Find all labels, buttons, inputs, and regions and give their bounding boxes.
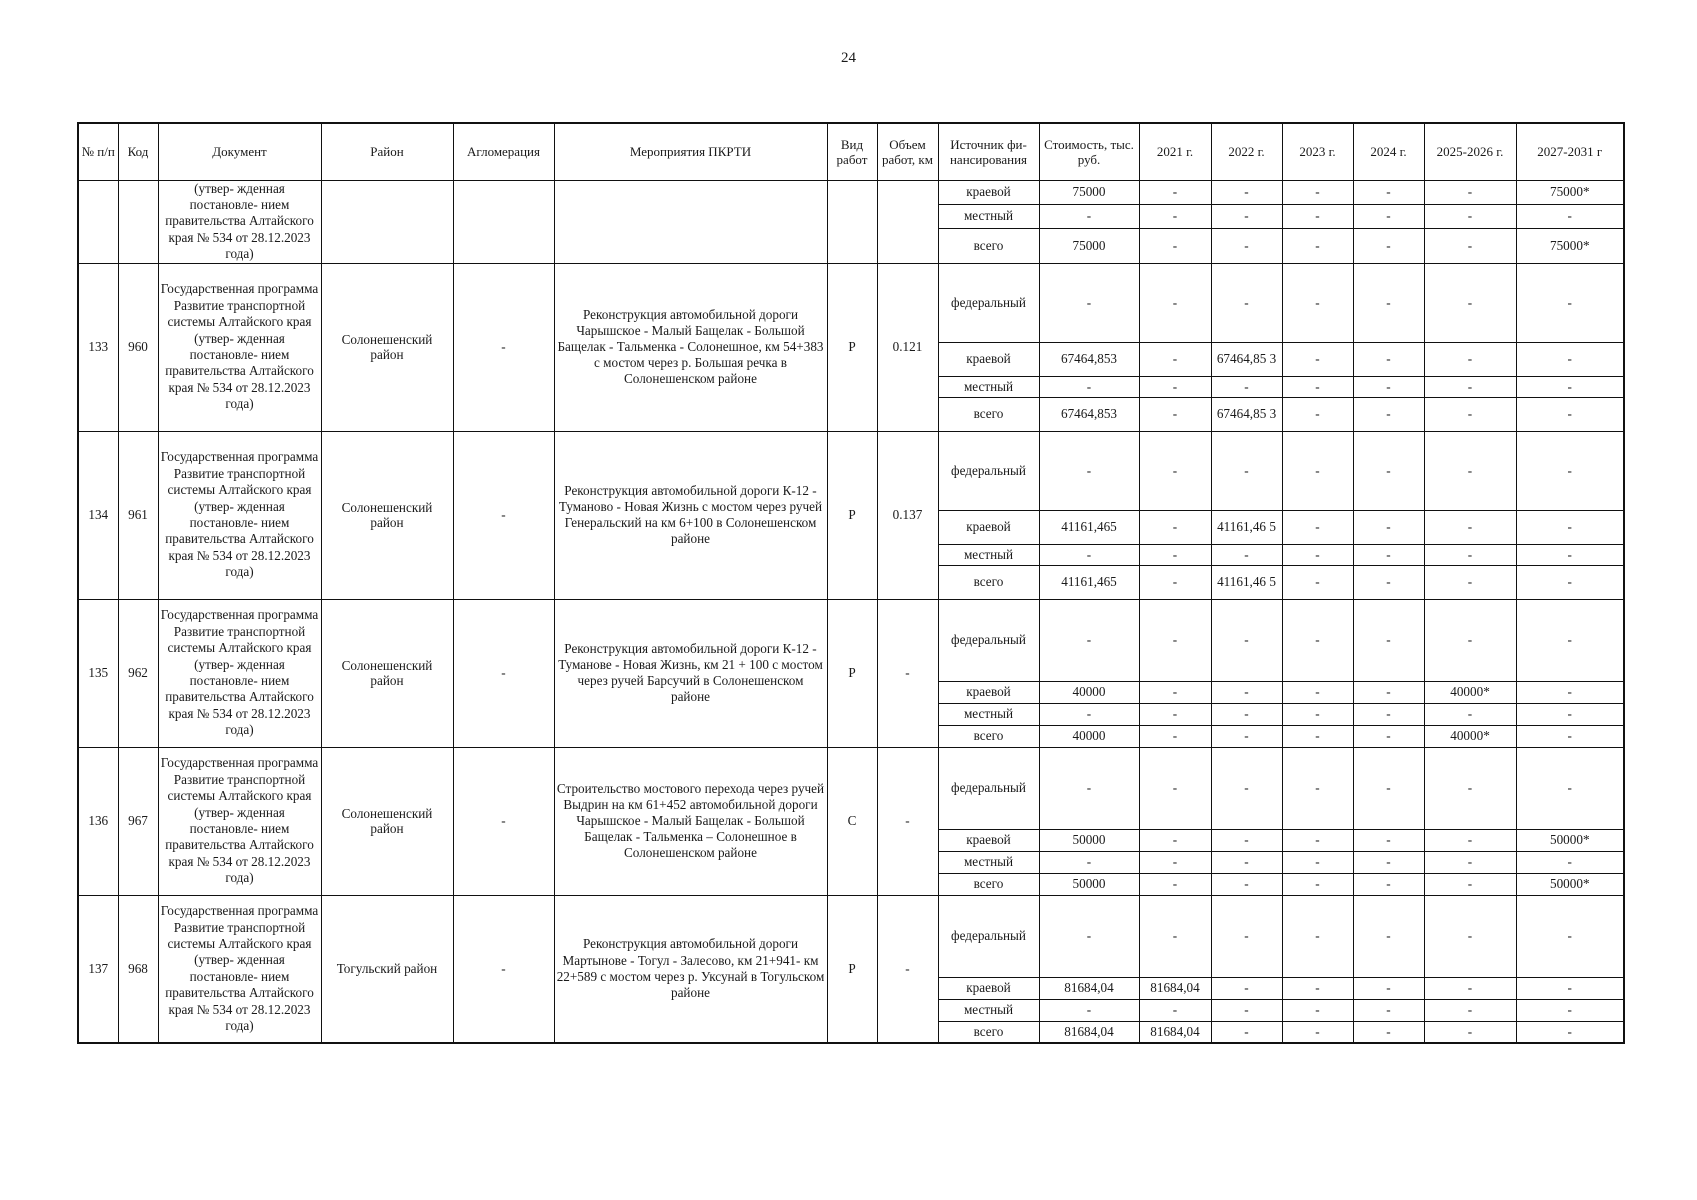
cell-2022: - (1211, 747, 1282, 829)
cell-2025-2026: 40000* (1424, 681, 1516, 703)
cell-2025-2026: - (1424, 895, 1516, 977)
cell-2024: - (1353, 725, 1424, 747)
cell-2021: - (1139, 681, 1211, 703)
header-years-2025-2026: 2025-2026 г. (1424, 123, 1516, 180)
cell-2025-2026: 40000* (1424, 725, 1516, 747)
cell-2021: 81684,04 (1139, 977, 1211, 999)
cell-cost: - (1039, 999, 1139, 1021)
cell-2024: - (1353, 431, 1424, 510)
cell-2024: - (1353, 895, 1424, 977)
cell-2027-2031: - (1516, 431, 1624, 510)
cell-2027-2031: - (1516, 703, 1624, 725)
cell-2025-2026: - (1424, 376, 1516, 397)
cell-2023: - (1282, 599, 1353, 681)
cell-cost: 67464,853 (1039, 342, 1139, 376)
work-type-cell (827, 180, 877, 263)
header-code: Код (118, 123, 158, 180)
cell-2022: - (1211, 977, 1282, 999)
funding-source-cell: федеральный (938, 599, 1039, 681)
funding-source-cell: местный (938, 376, 1039, 397)
cell-2022: - (1211, 999, 1282, 1021)
cell-2023: - (1282, 376, 1353, 397)
cell-2021: - (1139, 342, 1211, 376)
cell-2023: - (1282, 829, 1353, 851)
work-type-cell: Р (827, 263, 877, 431)
cell-2021: - (1139, 703, 1211, 725)
table-row (78, 747, 1624, 829)
number-cell: 135 (78, 599, 118, 747)
header-funding-source: Источник фи- нансирования (938, 123, 1039, 180)
cell-2023: - (1282, 180, 1353, 204)
activity-cell: Строительство мостового перехода через ручей Выдрин на км 61+452 автомобильной дороги Чарышское - Малый Бащелак - Большой Бащелак - Тальменка – Солонешное в Солонешенском районе (554, 747, 827, 895)
agglomeration-cell: - (453, 263, 554, 431)
cell-2023: - (1282, 1021, 1353, 1043)
cell-cost: 50000 (1039, 873, 1139, 895)
cell-2021: - (1139, 431, 1211, 510)
cell-2024: - (1353, 263, 1424, 342)
district-cell: Солонешенский район (321, 599, 453, 747)
volume-cell (877, 180, 938, 263)
cell-2025-2026: - (1424, 510, 1516, 544)
document-cell: Государственная программа Развитие транспортной системы Алтайского края (утвер- жденная постановле- нием правительства Алтайского края № 534 от 28.12.2023 года) (158, 895, 321, 1043)
document-cell: Государственная программа Развитие транспортной системы Алтайского края (утвер- жденная постановле- нием правительства Алтайского края № 534 от 28.12.2023 года) (158, 747, 321, 895)
cell-cost: - (1039, 599, 1139, 681)
cell-2025-2026: - (1424, 180, 1516, 204)
table-header-row (78, 123, 1624, 180)
funding-source-cell: местный (938, 703, 1039, 725)
funding-source-cell: местный (938, 544, 1039, 565)
cell-2023: - (1282, 397, 1353, 431)
cell-2021: - (1139, 725, 1211, 747)
cell-2027-2031: - (1516, 1021, 1624, 1043)
cell-2027-2031: - (1516, 565, 1624, 599)
volume-cell: 0.121 (877, 263, 938, 431)
header-year-2023: 2023 г. (1282, 123, 1353, 180)
funding-source-cell: всего (938, 397, 1039, 431)
code-cell: 961 (118, 431, 158, 599)
cell-2023: - (1282, 544, 1353, 565)
cell-2024: - (1353, 204, 1424, 228)
code-cell (118, 180, 158, 263)
cell-2021: - (1139, 851, 1211, 873)
activity-cell: Реконструкция автомобильной дороги К-12 - Туманово - Новая Жизнь с мостом через ручей Генеральский на км 6+100 в Солонешенском районе (554, 431, 827, 599)
cell-2022: 41161,46 5 (1211, 510, 1282, 544)
cell-cost: 81684,04 (1039, 977, 1139, 999)
cell-2027-2031: - (1516, 376, 1624, 397)
cell-2021: 81684,04 (1139, 1021, 1211, 1043)
table-row (78, 431, 1624, 510)
cell-2022: - (1211, 544, 1282, 565)
cell-2025-2026: - (1424, 747, 1516, 829)
cell-2023: - (1282, 342, 1353, 376)
cell-cost: 41161,465 (1039, 565, 1139, 599)
cell-2025-2026: - (1424, 397, 1516, 431)
funding-source-cell: местный (938, 851, 1039, 873)
cell-2023: - (1282, 565, 1353, 599)
cell-cost: 40000 (1039, 725, 1139, 747)
cell-2023: - (1282, 703, 1353, 725)
cell-2024: - (1353, 1021, 1424, 1043)
funding-source-cell: краевой (938, 681, 1039, 703)
cell-2027-2031: - (1516, 263, 1624, 342)
cell-2022: - (1211, 895, 1282, 977)
cell-2021: - (1139, 873, 1211, 895)
cell-2022: 67464,85 3 (1211, 342, 1282, 376)
table-row (78, 263, 1624, 342)
cell-2023: - (1282, 263, 1353, 342)
cell-cost: - (1039, 747, 1139, 829)
cell-2021: - (1139, 228, 1211, 263)
header-agglomeration: Агломерация (453, 123, 554, 180)
funding-source-cell: местный (938, 204, 1039, 228)
cell-cost: - (1039, 204, 1139, 228)
cell-cost: - (1039, 376, 1139, 397)
cell-2021: - (1139, 263, 1211, 342)
cell-2027-2031: - (1516, 747, 1624, 829)
cell-2022: - (1211, 829, 1282, 851)
cell-2025-2026: - (1424, 204, 1516, 228)
cell-2021: - (1139, 204, 1211, 228)
cell-cost: 75000 (1039, 228, 1139, 263)
activity-cell: Реконструкция автомобильной дороги Мартынове - Тогул - Залесово, км 21+941- км 22+589 с мостом через р. Уксунай в Тогульском районе (554, 895, 827, 1043)
funding-source-cell: федеральный (938, 431, 1039, 510)
cell-2024: - (1353, 681, 1424, 703)
cell-2025-2026: - (1424, 599, 1516, 681)
header-year-2024: 2024 г. (1353, 123, 1424, 180)
page-number: 24 (841, 50, 856, 66)
cell-2022: - (1211, 851, 1282, 873)
cell-2027-2031: - (1516, 342, 1624, 376)
agglomeration-cell: - (453, 895, 554, 1043)
cell-2025-2026: - (1424, 342, 1516, 376)
cell-2025-2026: - (1424, 565, 1516, 599)
cell-2025-2026: - (1424, 431, 1516, 510)
cell-cost: - (1039, 895, 1139, 977)
funding-source-cell: краевой (938, 342, 1039, 376)
cell-2025-2026: - (1424, 703, 1516, 725)
volume-cell: 0.137 (877, 431, 938, 599)
header-number: № п/п (78, 123, 118, 180)
cell-2023: - (1282, 725, 1353, 747)
cell-2024: - (1353, 342, 1424, 376)
document-cell: Государственная программа Развитие транспортной системы Алтайского края (утвер- жденная постановле- нием правительства Алтайского края № 534 от 28.12.2023 года) (158, 599, 321, 747)
header-years-2027-2031: 2027-2031 г (1516, 123, 1624, 180)
header-year-2022: 2022 г. (1211, 123, 1282, 180)
cell-2022: - (1211, 204, 1282, 228)
district-cell: Солонешенский район (321, 263, 453, 431)
work-type-cell: Р (827, 431, 877, 599)
continuation-row (78, 180, 1624, 204)
cell-2027-2031: 50000* (1516, 829, 1624, 851)
funding-source-cell: всего (938, 228, 1039, 263)
work-type-cell: Р (827, 599, 877, 747)
funding-source-cell: местный (938, 999, 1039, 1021)
cell-2023: - (1282, 510, 1353, 544)
header-cost: Стоимость, тыс. руб. (1039, 123, 1139, 180)
funding-source-cell: федеральный (938, 263, 1039, 342)
cell-2022: - (1211, 873, 1282, 895)
cell-2027-2031: 75000* (1516, 180, 1624, 204)
cell-2027-2031: 50000* (1516, 873, 1624, 895)
cell-2023: - (1282, 999, 1353, 1021)
funding-source-cell: федеральный (938, 747, 1039, 829)
cell-2023: - (1282, 228, 1353, 263)
activity-cell: Реконструкция автомобильной дороги Чарышское - Малый Бащелак - Большой Бащелак - Тальменка - Солонешное, км 54+383 с мостом через р. Большая речка в Солонешенском районе (554, 263, 827, 431)
document-cell: Государственная программа Развитие транспортной системы Алтайского края (утвер- жденная постановле- нием правительства Алтайского края № 534 от 28.12.2023 года) (158, 263, 321, 431)
cell-2024: - (1353, 829, 1424, 851)
cell-2024: - (1353, 851, 1424, 873)
cell-2021: - (1139, 376, 1211, 397)
district-cell: Тогульский район (321, 895, 453, 1043)
cell-2023: - (1282, 977, 1353, 999)
funding-source-cell: всего (938, 565, 1039, 599)
cell-2021: - (1139, 510, 1211, 544)
cell-2027-2031: - (1516, 510, 1624, 544)
cell-2022: - (1211, 1021, 1282, 1043)
code-cell: 968 (118, 895, 158, 1043)
cell-2027-2031: - (1516, 681, 1624, 703)
table-row (78, 895, 1624, 977)
cell-2027-2031: - (1516, 544, 1624, 565)
cell-2024: - (1353, 544, 1424, 565)
funding-source-cell: краевой (938, 829, 1039, 851)
cell-cost: - (1039, 431, 1139, 510)
cell-2022: 41161,46 5 (1211, 565, 1282, 599)
district-cell: Солонешенский район (321, 747, 453, 895)
cell-2027-2031: - (1516, 204, 1624, 228)
cell-2025-2026: - (1424, 999, 1516, 1021)
number-cell: 133 (78, 263, 118, 431)
cell-2025-2026: - (1424, 263, 1516, 342)
cell-2025-2026: - (1424, 1021, 1516, 1043)
agglomeration-cell: - (453, 599, 554, 747)
cell-2021: - (1139, 747, 1211, 829)
cell-2022: - (1211, 681, 1282, 703)
cell-2024: - (1353, 977, 1424, 999)
work-type-cell: С (827, 747, 877, 895)
cell-2027-2031: - (1516, 851, 1624, 873)
number-cell: 136 (78, 747, 118, 895)
cell-2025-2026: - (1424, 228, 1516, 263)
cell-cost: - (1039, 544, 1139, 565)
cell-2022: - (1211, 228, 1282, 263)
code-cell: 960 (118, 263, 158, 431)
cell-2022: - (1211, 599, 1282, 681)
cell-2024: - (1353, 397, 1424, 431)
cell-2023: - (1282, 873, 1353, 895)
number-cell: 137 (78, 895, 118, 1043)
cell-2021: - (1139, 895, 1211, 977)
cell-2024: - (1353, 510, 1424, 544)
funding-source-cell: всего (938, 1021, 1039, 1043)
cell-2024: - (1353, 180, 1424, 204)
agglomeration-cell: - (453, 431, 554, 599)
cell-2025-2026: - (1424, 977, 1516, 999)
cell-2022: - (1211, 725, 1282, 747)
volume-cell: - (877, 747, 938, 895)
cell-2023: - (1282, 747, 1353, 829)
cell-cost: 50000 (1039, 829, 1139, 851)
cell-2027-2031: - (1516, 725, 1624, 747)
cell-2027-2031: - (1516, 977, 1624, 999)
header-volume: Объем работ, км (877, 123, 938, 180)
cell-2022: 67464,85 3 (1211, 397, 1282, 431)
cell-2022: - (1211, 180, 1282, 204)
cell-2021: - (1139, 565, 1211, 599)
work-type-cell: Р (827, 895, 877, 1043)
header-year-2021: 2021 г. (1139, 123, 1211, 180)
ptri-activities-table (77, 122, 1625, 1044)
funding-source-cell: федеральный (938, 895, 1039, 977)
cell-2027-2031: - (1516, 599, 1624, 681)
cell-2025-2026: - (1424, 544, 1516, 565)
cell-2022: - (1211, 703, 1282, 725)
cell-2022: - (1211, 376, 1282, 397)
cell-2023: - (1282, 681, 1353, 703)
code-cell: 967 (118, 747, 158, 895)
activity-cell (554, 180, 827, 263)
cell-2023: - (1282, 851, 1353, 873)
cell-2023: - (1282, 895, 1353, 977)
cell-2027-2031: 75000* (1516, 228, 1624, 263)
cell-2027-2031: - (1516, 999, 1624, 1021)
cell-2021: - (1139, 999, 1211, 1021)
volume-cell: - (877, 895, 938, 1043)
cell-cost: 81684,04 (1039, 1021, 1139, 1043)
cell-2025-2026: - (1424, 873, 1516, 895)
document-cell: (утвер- жденная постановле- нием правительства Алтайского края № 534 от 28.12.2023 года) (158, 180, 321, 263)
cell-2021: - (1139, 544, 1211, 565)
funding-source-cell: краевой (938, 180, 1039, 204)
cell-2024: - (1353, 599, 1424, 681)
cell-2027-2031: - (1516, 397, 1624, 431)
cell-2022: - (1211, 263, 1282, 342)
header-district: Район (321, 123, 453, 180)
volume-cell: - (877, 599, 938, 747)
cell-cost: - (1039, 851, 1139, 873)
funding-source-cell: краевой (938, 977, 1039, 999)
cell-2024: - (1353, 228, 1424, 263)
cell-2025-2026: - (1424, 851, 1516, 873)
cell-2025-2026: - (1424, 829, 1516, 851)
cell-2021: - (1139, 599, 1211, 681)
funding-source-cell: краевой (938, 510, 1039, 544)
cell-2024: - (1353, 747, 1424, 829)
cell-cost: 75000 (1039, 180, 1139, 204)
cell-2023: - (1282, 431, 1353, 510)
cell-cost: 41161,465 (1039, 510, 1139, 544)
header-work-type: Вид работ (827, 123, 877, 180)
document-cell: Государственная программа Развитие транспортной системы Алтайского края (утвер- жденная постановле- нием правительства Алтайского края № 534 от 28.12.2023 года) (158, 431, 321, 599)
cell-2021: - (1139, 397, 1211, 431)
cell-2027-2031: - (1516, 895, 1624, 977)
number-cell (78, 180, 118, 263)
district-cell: Солонешенский район (321, 431, 453, 599)
cell-2023: - (1282, 204, 1353, 228)
cell-2021: - (1139, 829, 1211, 851)
cell-2024: - (1353, 999, 1424, 1021)
district-cell (321, 180, 453, 263)
cell-cost: - (1039, 703, 1139, 725)
cell-2021: - (1139, 180, 1211, 204)
cell-2024: - (1353, 376, 1424, 397)
number-cell: 134 (78, 431, 118, 599)
header-document: Документ (158, 123, 321, 180)
agglomeration-cell (453, 180, 554, 263)
cell-2024: - (1353, 565, 1424, 599)
cell-cost: 67464,853 (1039, 397, 1139, 431)
activity-cell: Реконструкция автомобильной дороги К-12 - Туманове - Новая Жизнь, км 21 + 100 с мостом через ручей Барсучий в Солонешенском районе (554, 599, 827, 747)
cell-cost: - (1039, 263, 1139, 342)
header-activity: Мероприятия ПКРТИ (554, 123, 827, 180)
agglomeration-cell: - (453, 747, 554, 895)
cell-2024: - (1353, 703, 1424, 725)
cell-2024: - (1353, 873, 1424, 895)
cell-cost: 40000 (1039, 681, 1139, 703)
funding-source-cell: всего (938, 873, 1039, 895)
code-cell: 962 (118, 599, 158, 747)
cell-2022: - (1211, 431, 1282, 510)
table-row (78, 599, 1624, 681)
funding-source-cell: всего (938, 725, 1039, 747)
